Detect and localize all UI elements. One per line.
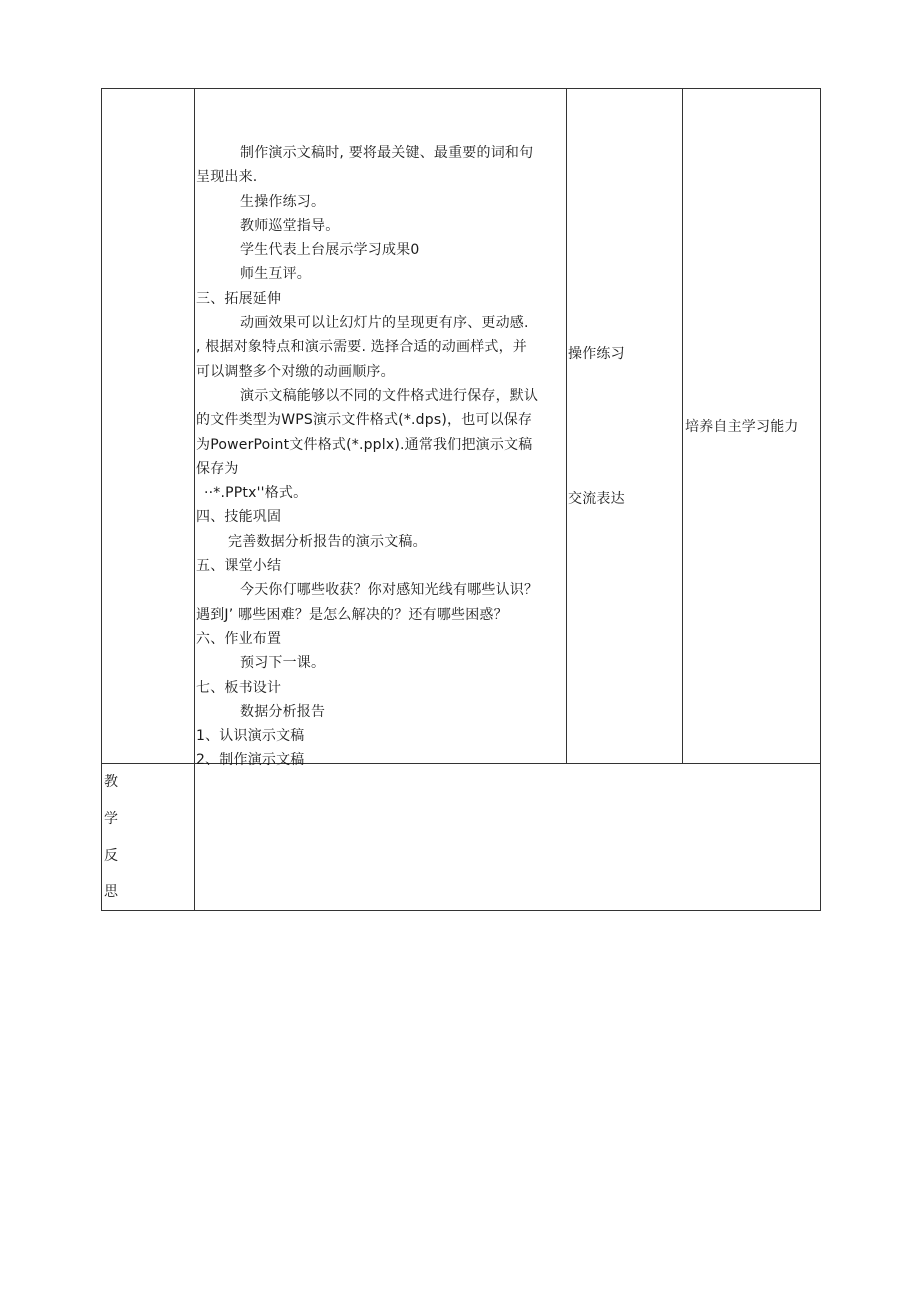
activity-practice-label: 操作练习 (568, 346, 625, 362)
text-line: 制作演示文稿时, 要将最关键、最重要的词和句 (240, 145, 534, 161)
text-line: 动画效果可以让幻灯片的呈现更有序、更动感. (240, 315, 529, 332)
text-line: 师生互评。 (240, 266, 311, 283)
activity-express-label: 交流表达 (568, 491, 625, 507)
text-line: 生操作练习。 (240, 193, 326, 210)
reflection-char: 思 (104, 884, 118, 900)
text-line: 完善数据分析报告的演示文稿。 (228, 533, 427, 550)
reflection-char: 教 (104, 774, 118, 790)
text-line: 为PowerPoint文件格式(*.pplx).通常我们把演示文稿 (196, 436, 533, 453)
text-line: 保存为 (196, 460, 239, 477)
table-bottom-border (101, 910, 821, 911)
text-line: 1、认识演示文稿 (196, 728, 305, 745)
text-line: 遇到J’ 哪些困难？是怎么解决的？还有哪些困惑？ (196, 606, 508, 623)
reflection-char: 学 (104, 811, 118, 827)
table-col-divider-1 (194, 88, 195, 911)
section-heading: 七、板书设计 (196, 679, 282, 696)
teaching-process-cell (196, 141, 566, 773)
text-line: 的文件类型为WPS演示文件格式(*.dps)，也可以保存 (196, 412, 533, 429)
table-right-border (820, 88, 821, 911)
section-heading: 三、拓展延伸 (196, 290, 282, 307)
section-heading: 四、技能巩固 (196, 509, 282, 526)
reflection-char: 反 (104, 848, 118, 864)
text-line: 预习下一课。 (240, 655, 326, 672)
text-line: 呈现出来. (196, 169, 258, 186)
table-left-border (101, 88, 102, 911)
text-line: 可以调整多个对缴的动画顺序。 (196, 363, 395, 380)
text-line: 学生代表上台展示学习成果0 (240, 242, 420, 259)
goal-label: 培养自主学习能力 (685, 419, 799, 435)
section-heading: 五、课堂小结 (196, 558, 282, 575)
text-line: 演示文稿能够以不同的文件格式进行保存，默认 (240, 387, 539, 404)
text-line: , 根据对象特点和演示需要. 选择合适的动画样式，并 (196, 339, 527, 356)
text-line: ··*.PPtx''格式。 (204, 485, 308, 502)
text-line: 数据分析报告 (240, 703, 326, 720)
text-line: 教师巡堂指导。 (240, 217, 340, 234)
text-line: 今天你仃哪些收获？你对感知光线有哪些认识？ (240, 582, 539, 599)
table-col-divider-2 (566, 88, 567, 764)
table-col-divider-3 (682, 88, 683, 764)
section-heading: 六、作业布置 (196, 630, 282, 647)
table-top-border (101, 88, 821, 89)
text-line: 2、制作演示文稿 (196, 752, 305, 769)
